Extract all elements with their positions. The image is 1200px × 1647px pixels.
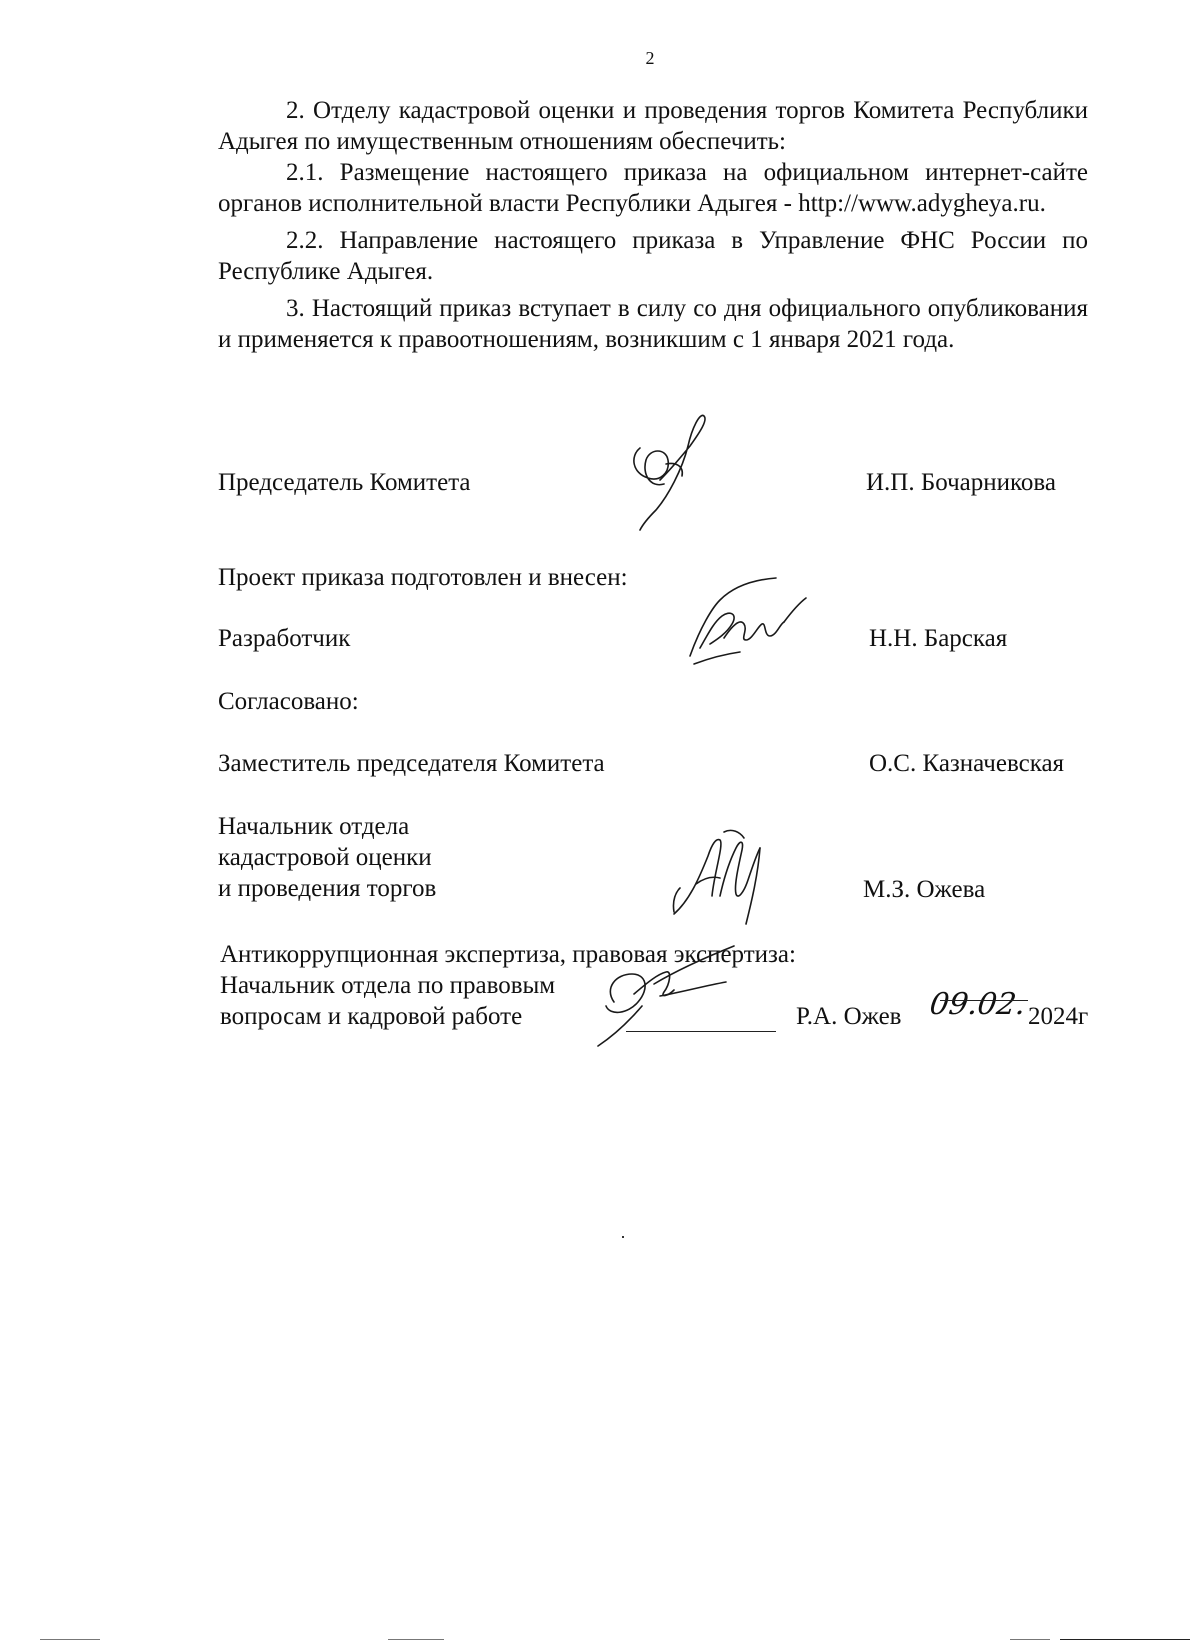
head-cadastral-label-line: и проведения торгов [218, 875, 437, 902]
expertise-heading: Антикоррупционная экспертиза, правовая экспертиза: [220, 941, 796, 968]
head-cadastral-name: М.З. Ожева [863, 876, 986, 903]
page-number: 2 [645, 48, 655, 68]
head-cadastral-label-line: Начальник отдела [218, 813, 410, 840]
scan-edge-mark [40, 1639, 100, 1640]
document-body [218, 95, 1088, 355]
paragraph-2-1: 2.1. Размещение настоящего приказа на официальном интернет-сайте органов исполнительной власти Республики Адыгея - http://www.adygheya.ru. [218, 159, 1088, 217]
date-underline [940, 1000, 1028, 1001]
head-legal-name: Р.А. Ожев [796, 1003, 902, 1030]
developer-signature [680, 578, 830, 673]
prepared-by-heading: Проект приказа подготовлен и внесен: [218, 564, 628, 591]
paragraph-2-2: 2.2. Направление настоящего приказа в Управление ФНС России по Республике Адыгея. [218, 227, 1088, 285]
chairman-label: Председатель Комитета [218, 469, 471, 496]
paragraph-2: 2. Отделу кадастровой оценки и проведения торгов Комитета Республики Адыгея по имущественным отношениям обеспечить: [218, 97, 1088, 155]
handwritten-date: 09.02. [927, 987, 1028, 1022]
scan-edge-mark [1060, 1639, 1190, 1640]
date-year: 2024г [1028, 1003, 1089, 1030]
scan-speck [622, 1236, 624, 1238]
scan-edge-mark [388, 1639, 444, 1640]
deputy-label: Заместитель председателя Комитета [218, 750, 605, 777]
head-cadastral-label-line: кадастровой оценки [218, 844, 432, 871]
developer-name: Н.Н. Барская [869, 625, 1008, 652]
deputy-name: О.С. Казначевская [869, 750, 1065, 777]
developer-label: Разработчик [218, 625, 351, 652]
head-legal-label-line: Начальник отдела по правовым [220, 972, 556, 999]
chairman-signature [620, 418, 730, 538]
chairman-name: И.П. Бочарникова [866, 469, 1056, 496]
agreed-heading: Согласовано: [218, 688, 359, 715]
head-legal-signature [594, 944, 764, 1044]
head-legal-label [220, 970, 555, 1032]
paragraph-3: 3. Настоящий приказ вступает в силу со дня официального опубликования и применяется к правоотношениям, возникшим с 1 января 2021 года. [218, 295, 1088, 353]
scan-edge-mark [1010, 1639, 1050, 1640]
head-cadastral-signature [668, 834, 778, 934]
head-legal-label-line: вопросам и кадровой работе [220, 1003, 523, 1030]
head-cadastral-label [218, 811, 436, 904]
